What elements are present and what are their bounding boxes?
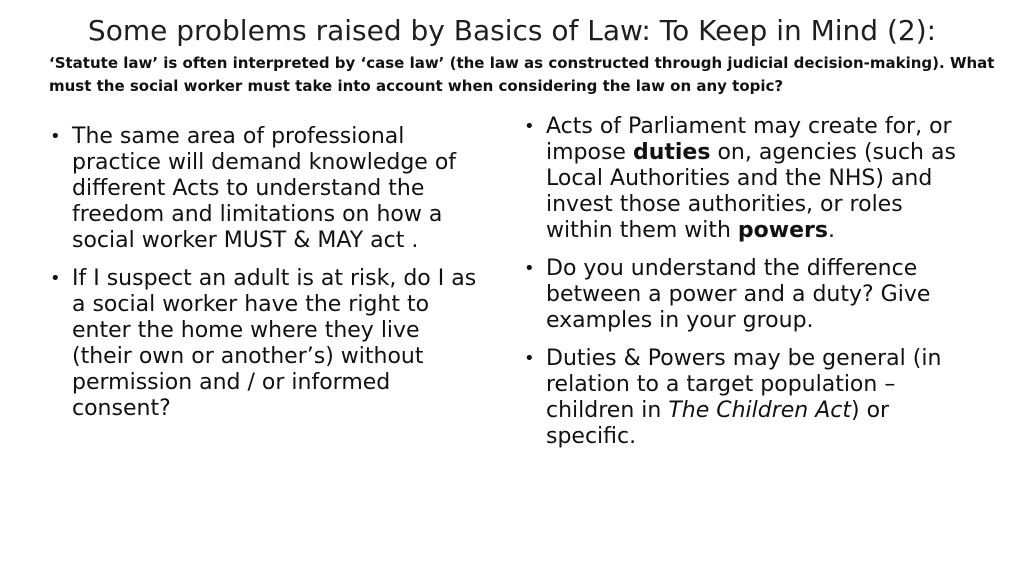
bullet-icon: • [524, 348, 535, 369]
bullet-text: The same area of professional practice will demand knowledge of different Acts to understand the freedom and limitations on how a social worker MUST & MAY act . [72, 124, 457, 253]
slide-title: Some problems raised by Basics of Law: To Keep in Mind (2): [87, 14, 937, 47]
text-segment: ) or specific. [546, 398, 890, 449]
bullet-text: If I suspect an adult is at risk, do I as a social worker have the right to enter the home where they live (their own or another’s) without permission and / or informed consent? [72, 266, 477, 421]
emphasis-act-title: The Children Act [668, 398, 852, 423]
bullet-icon: • [50, 126, 61, 147]
left-bullet-list [50, 124, 480, 434]
text-segment: Acts of Parliament may create for, or impose [546, 114, 952, 165]
bullet-text: Do you understand the difference between a power and a duty? Give examples in your group. [546, 256, 931, 333]
list-item [50, 266, 480, 422]
right-bullet-list [524, 114, 964, 462]
text-segment: . [827, 218, 835, 243]
text-segment: Duties & Powers may be general (in relation to a target population – children in [546, 346, 942, 423]
list-item [524, 346, 964, 450]
emphasis-powers: powers [737, 218, 828, 243]
list-item [524, 114, 964, 244]
emphasis-duties: duties [632, 140, 711, 165]
bullet-text [546, 346, 964, 450]
list-item [50, 124, 480, 254]
text-segment: on, agencies (such as Local Authorities and the NHS) and invest those authorities, or roles within them with [546, 140, 956, 243]
bullet-text [546, 114, 964, 244]
bullet-icon: • [50, 268, 61, 289]
bullet-icon: • [524, 116, 535, 137]
slide-subtitle: ‘Statute law’ is often interpreted by ‘case law’ (the law as constructed through judicial decision-making). What must the social worker must take into account when considering the law on any topic? [49, 54, 995, 95]
list-item [524, 256, 964, 334]
bullet-icon: • [524, 258, 535, 279]
